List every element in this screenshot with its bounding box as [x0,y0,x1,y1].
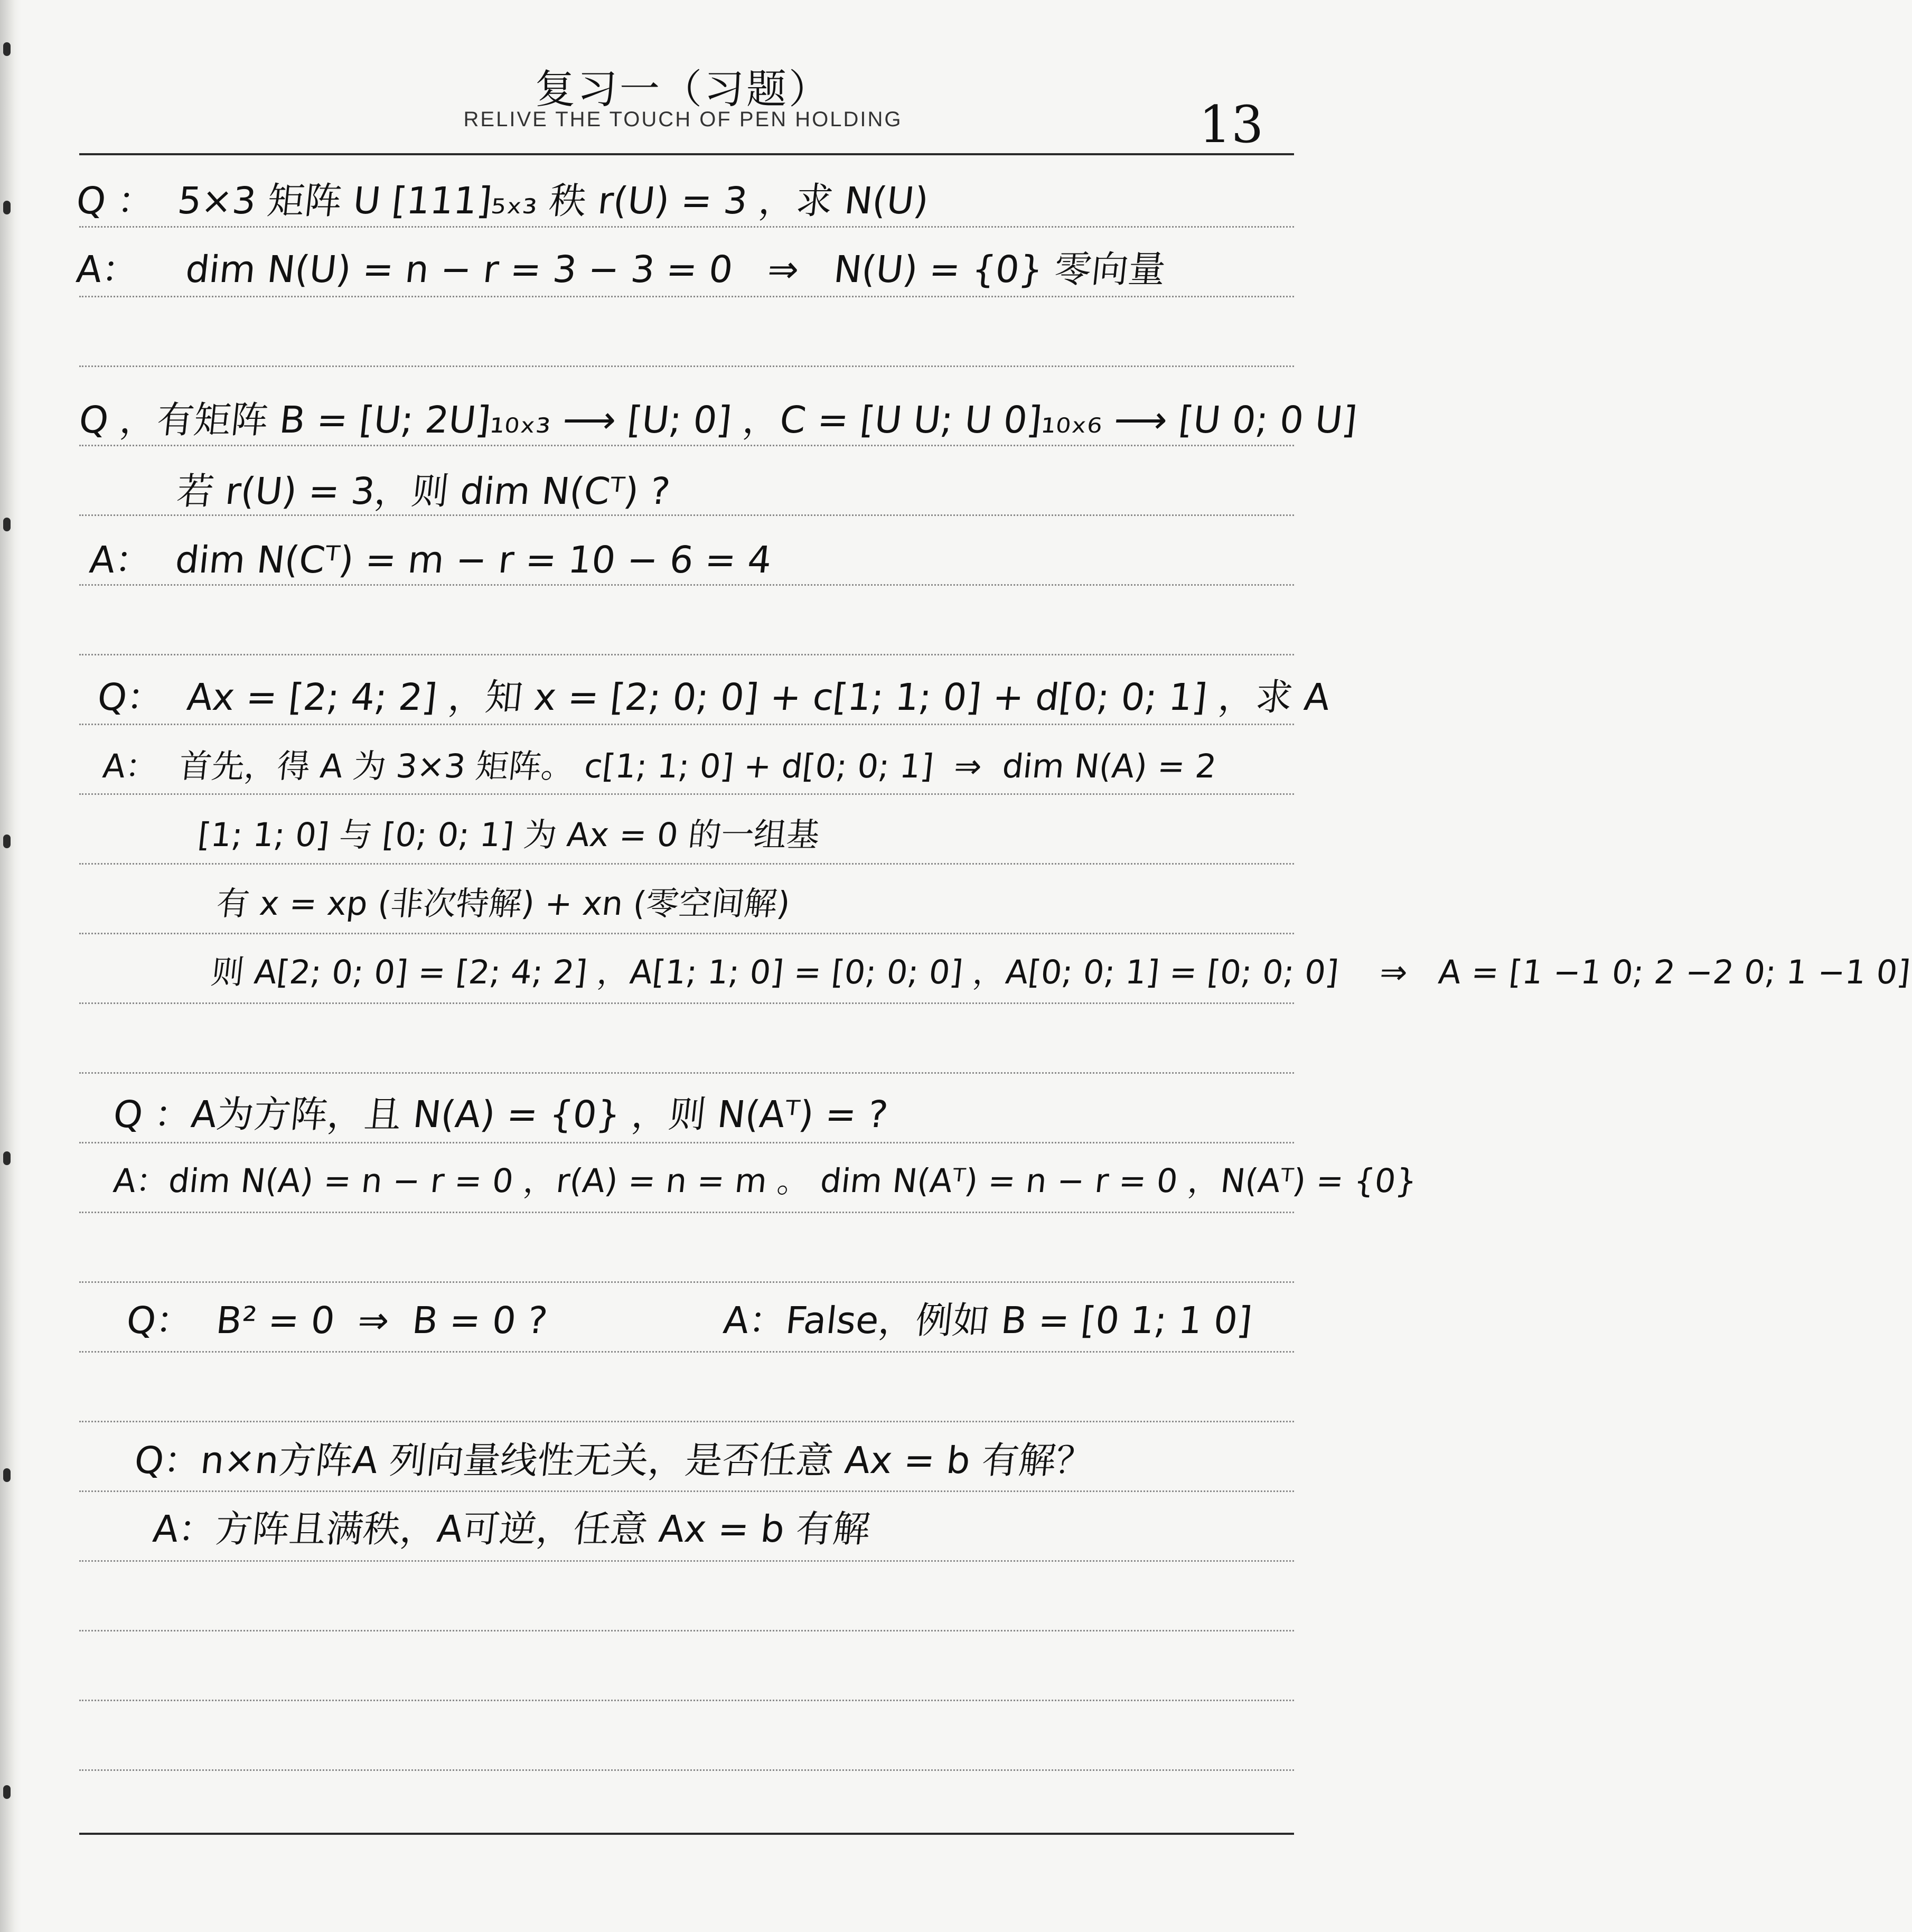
ruled-line [79,654,1294,655]
ruled-line [79,1281,1294,1283]
ruled-line [79,1421,1294,1422]
answer-text: A：False，例如 B = [0 1; 1 0] [721,1299,1254,1342]
answer-text: A：方阵且满秩，A可逆，任意 Ax = b 有解 [151,1507,873,1551]
ruled-line [79,1769,1294,1771]
question-text: Q： Ax = [2; 4; 2] ，知 x = [2; 0; 0] + c[1; 1; 0] + d[0; 0; 1] ，求 A [95,676,1332,719]
ruled-line [79,933,1294,934]
question-text: Q： B² = 0 ⇒ B = 0 ? [124,1299,550,1342]
ruled-line [79,514,1294,516]
ruled-line [79,1700,1294,1701]
ruled-line [79,1002,1294,1004]
question-text: Q ，有矩阵 B = [U; 2U]₁₀ₓ₃ ⟶ [U; 0] ，C = [U U; U 0]₁₀ₓ₆ ⟶ [U 0; 0 U] [77,398,1359,442]
ruled-line [79,724,1294,725]
answer-text: A：dim N(A) = n − r = 0 ，r(A) = n = m 。 dim N(Aᵀ) = n − r = 0 ，N(Aᵀ) = {0} [111,1161,1419,1200]
ruled-line [79,1351,1294,1353]
ruled-line [79,1212,1294,1213]
question-text: Q：n×n方阵A 列向量线性无关，是否任意 Ax = b 有解？ [132,1439,1095,1482]
header-rule [79,153,1294,155]
ruled-line [79,584,1294,586]
ruled-line [79,793,1294,795]
ruled-line [79,863,1294,865]
footer-rule [79,1833,1294,1835]
answer-text: 则 A[2; 0; 0] = [2; 4; 2] ，A[1; 1; 0] = [0; 0; 0] ，A[0; 0; 1] = [0; 0; 0] ⇒ A = [1 −1 0; 2 −2 0; 1 −1 0] [209,953,1912,991]
answer-text: A： 首先，得 A 为 3×3 矩阵。 c[1; 1; 0] + d[0; 0; 1] ⇒ dim N(A) = 2 [101,747,1219,785]
page-number: 13 [1199,95,1264,154]
ruled-line [79,1142,1294,1143]
answer-text: 若 r(U) = 3，则 dim N(Cᵀ) ? [174,470,672,513]
ruled-line [79,445,1294,446]
answer-text: A： dim N(Cᵀ) = m − r = 10 − 6 = 4 [87,538,774,582]
answer-text: A： dim N(U) = n − r = 3 − 3 = 0 ⇒ N(U) = {0} 零向量 [74,248,1168,291]
question-text: Q ：A为方阵，且 N(A) = {0} ，则 N(Aᵀ) = ? [111,1093,891,1136]
ruled-line [79,1072,1294,1074]
answer-text: [1; 1; 0] 与 [0; 0; 1] 为 Ax = 0 的一组基 [196,815,822,854]
ruled-line [79,1490,1294,1492]
page-subtitle: RELIVE THE TOUCH OF PEN HOLDING [463,108,903,131]
notebook-spine [0,0,21,1932]
binding-hole [3,834,11,848]
binding-hole [3,201,11,214]
binding-hole [3,1151,11,1165]
page-title: 复习一（习题） [535,65,831,112]
binding-hole [3,518,11,531]
binding-hole [3,1785,11,1799]
ruled-line [79,1630,1294,1631]
answer-text: 有 x = xp (非次特解) + xn (零空间解) [214,884,792,923]
ruled-line [79,365,1294,367]
binding-hole [3,42,11,56]
ruled-line [79,226,1294,228]
binding-hole [3,1468,11,1482]
ruled-line [79,296,1294,297]
ruled-line [79,1560,1294,1562]
question-text: Q ： 5×3 矩阵 U [111]₅ₓ₃ 秩 r(U) = 3 ，求 N(U) [74,179,931,222]
